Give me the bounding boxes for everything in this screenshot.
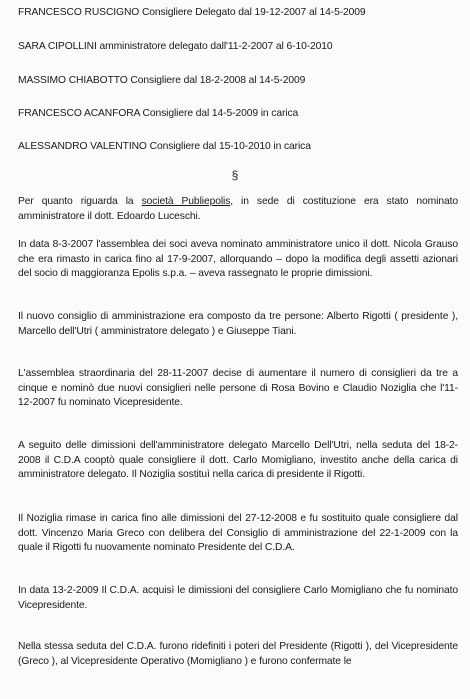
paragraph-publiepolis (18, 195, 458, 224)
paragraph-assemblea-straordinaria: L'assemblea straordinaria del 28-11-2007 decise di aumentare il numero di consiglieri da tre a cinque e nominò due nuovi consiglieri nelle persone di Rosa Bovino e Claudio Noziglia che l'11-12-2007 fu nominato Vicepresidente. (18, 368, 458, 409)
paragraph-publiepolis-after: , in sede di costituzione era stato nominato amministratore il dott. Edoardo Luceschi. (18, 196, 458, 222)
paragraph-publiepolis-before: Per quanto riguarda la (18, 196, 142, 207)
paragraph-noziglia: Il Noziglia rimase in carica fino alle dimissioni del 27-12-2008 e fu sostituito quale consigliere dal dott. Vincenzo Maria Greco con delibera del Consiglio di amministrazione del 22-1-2009 con la quale il Rigotti fu nuovamente nominato Presidente del C.D.A. (18, 513, 458, 554)
paragraph-poteri: Nella stessa seduta del C.D.A. furono ridefiniti i poteri del Presidente (Rigotti ), del Vicepresidente (Greco ), al Vicepresidente Operativo (Momigliano ) e furono confermate le (18, 641, 458, 667)
paragraph-nuovo-consiglio: Il nuovo consiglio di amministrazione era composto da tre persone: Alberto Rigotti ( presidente ), Marcello dell'Utri ( amministratore delegato ) e Giuseppe Tiani. (18, 311, 458, 337)
section-mark: § (231, 168, 239, 182)
publiepolis-underlined-text: società Publiepolis (141, 196, 231, 207)
director-line-chiabotto: MASSIMO CHIABOTTO Consigliere dal 18-2-2008 al 14-5-2009 (18, 75, 306, 86)
director-line-cipollini: SARA CIPOLLINI amministratore delegato dall'11-2-2007 al 6-10-2010 (18, 41, 333, 52)
director-line-valentino: ALESSANDRO VALENTINO Consigliere dal 15-10-2010 in carica (18, 141, 311, 152)
paragraph-grauso: In data 8-3-2007 l'assemblea dei soci aveva nominato amministratore unico il dott. Nicola Grauso che era rimasto in carica fino al 17-9-2007, allorquando – dopo la modifica degli assetti azionari del socio di maggioranza Epolis s.p.a. – aveva rassegnato le proprie dimissioni. (18, 239, 458, 280)
paragraph-dimissioni-dellutri: A seguito delle dimissioni dell'amministratore delegato Marcello Dell'Utri, nella seduta del 18-2-2008 il C.D.A cooptò quale consigliere il dott. Carlo Momigliano, investito anche della carica di amministratore delegato. Il Noziglia sostituì nella carica di presidente il Rigotti. (18, 440, 458, 481)
paragraph-momigliano: In data 13-2-2009 Il C.D.A. acquisì le dimissioni del consigliere Carlo Momigliano che fu nominato Vicepresidente. (18, 585, 458, 611)
director-line-ruscigno: FRANCESCO RUSCIGNO Consigliere Delegato dal 19-12-2007 al 14-5-2009 (18, 7, 366, 18)
director-line-acanfora: FRANCESCO ACANFORA Consigliere dal 14-5-2009 in carica (18, 108, 299, 119)
